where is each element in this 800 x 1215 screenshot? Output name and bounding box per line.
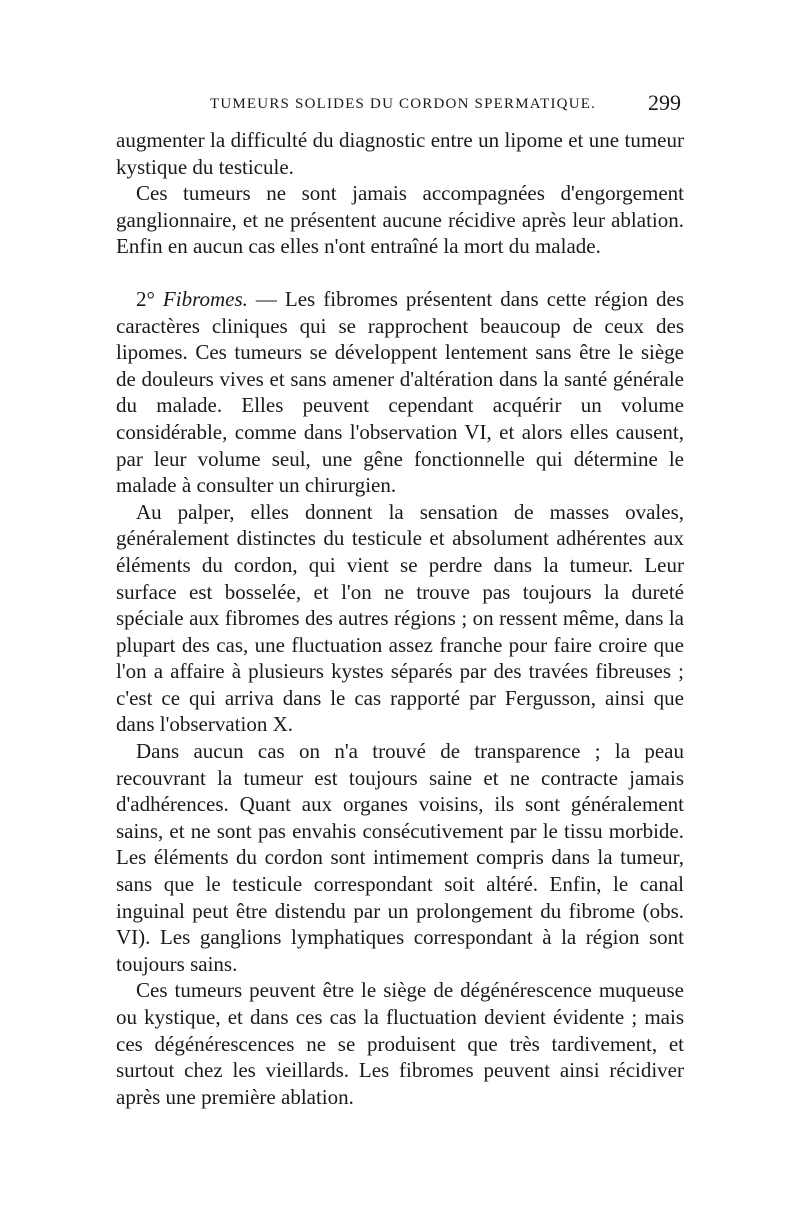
paragraph-4: Au palper, elles donnent la sensation de masses ovales, généralement distinctes du testicule et absolument adhérentes aux éléments du cordon, qui vient se perdre dans la tumeur. Leur surface est bosselée, et l'on ne trouve pas toujours la dureté spéciale aux fibromes des autres régions ; on ressent même, dans la plupart des cas, une fluctuation assez franche pour faire croire que l'on a affaire à plusieurs kystes séparés par des travées fibreuses ; c'est ce qui arriva dans le cas rapporté par Fergusson, ainsi que dans l'observation X.	[116, 499, 684, 737]
page-number: 299	[648, 90, 681, 115]
paragraph-1: augmenter la difficulté du diagnostic entre un lipome et une tumeur kystique du testicule.	[116, 128, 684, 179]
paragraph-5: Dans aucun cas on n'a trouvé de transparence ; la peau recouvrant la tumeur est toujours saine et ne contracte jamais d'adhérences. Quant aux organes voisins, ils sont généralement sains, et ne sont pas envahis consécutivement par le tissu morbide. Les éléments du cordon sont intimement compris dans la tumeur, sans que le testicule correspondant soit altéré. Enfin, le canal inguinal peut être distendu par un prolongement du fibrome (obs. VI). Les ganglions lymphatiques correspondant à la région sont toujours sains.	[116, 739, 684, 976]
running-head: TUMEURS SOLIDES DU CORDON SPERMATIQUE.	[210, 96, 597, 112]
body-text	[116, 127, 684, 1110]
paragraph-3-text: — Les fibromes présentent dans cette région des caractères cliniques qui se rapprochent beaucoup de ceux des lipomes. Ces tumeurs se développent lentement sans être le siège de douleurs vives et sans amener d'altération dans la santé générale du malade. Elles peuvent cependant acquérir un volume considérable, comme dans l'observation VI, et alors elles causent, par leur volume seul, une gêne fonctionnelle qui détermine le malade à consulter un chirurgien.	[116, 286, 684, 498]
paragraph-6: Ces tumeurs peuvent être le siège de dégénérescence muqueuse ou kystique, et dans ces cas la fluctuation devient évidente ; mais ces dégénérescences ne se produisent que très tardivement, et surtout chez les vieillards. Les fibromes peuvent ainsi récidiver après une première ablation.	[116, 978, 684, 1109]
paragraph-2: Ces tumeurs ne sont jamais accompagnées d'engorgement ganglionnaire, et ne présentent aucune récidive après leur ablation. Enfin en aucun cas elles n'ont entraîné la mort du malade.	[116, 181, 684, 259]
section-number: 2°	[136, 286, 155, 311]
section-heading: Fibromes.	[162, 286, 248, 311]
paragraph-3	[116, 286, 684, 499]
